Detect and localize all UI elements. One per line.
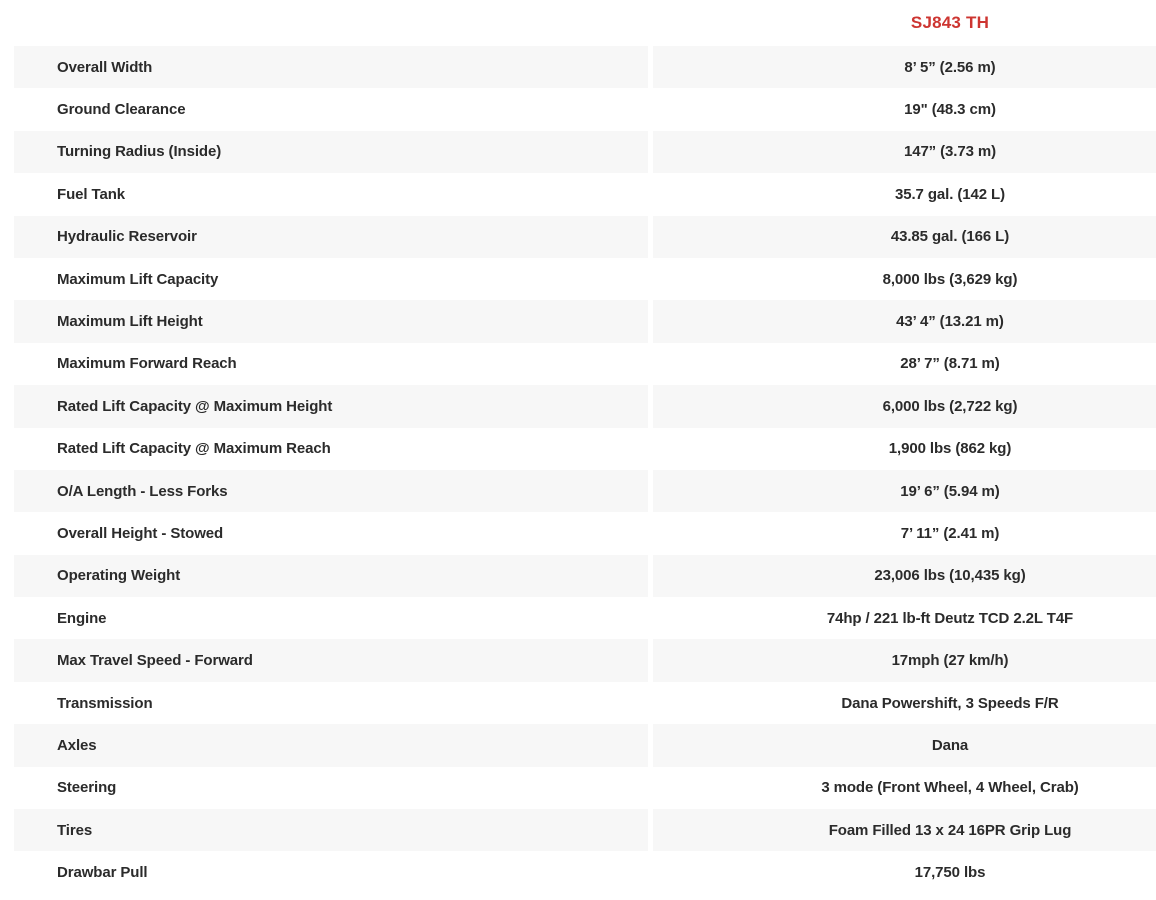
spec-label: Tires (57, 821, 93, 839)
spec-label-cell (14, 682, 648, 724)
spec-value-cell (653, 639, 1156, 681)
spec-value-cell (653, 555, 1156, 597)
column-header-model: SJ843 TH (910, 13, 990, 32)
spec-value: 147” (3.73 m) (903, 143, 997, 161)
table-row (0, 767, 1156, 809)
spec-value-cell (653, 88, 1156, 130)
table-row (0, 428, 1156, 470)
spec-value-cell (653, 512, 1156, 554)
table-row (0, 300, 1156, 342)
spec-label-cell (14, 258, 648, 300)
spec-label: Steering (57, 779, 117, 797)
spec-value: 23,006 lbs (10,435 kg) (874, 567, 1026, 585)
spec-value-cell (653, 724, 1156, 766)
spec-label-cell (14, 470, 648, 512)
spec-label: Maximum Forward Reach (57, 355, 237, 373)
spec-label: Fuel Tank (57, 185, 125, 203)
spec-label-cell (14, 724, 648, 766)
spec-value: Dana Powershift, 3 Speeds F/R (841, 694, 1059, 712)
spec-label: O/A Length - Less Forks (57, 482, 228, 500)
spec-label-cell (14, 428, 648, 470)
spec-label-cell (14, 88, 648, 130)
table-row (0, 216, 1156, 258)
spec-label-cell (14, 385, 648, 427)
spec-value-cell (653, 428, 1156, 470)
table-row (0, 682, 1156, 724)
spec-value-cell (653, 46, 1156, 88)
spec-label: Operating Weight (57, 567, 181, 585)
spec-label: Engine (57, 609, 107, 627)
spec-value: 6,000 lbs (2,722 kg) (882, 397, 1018, 415)
spec-label-column-header (14, 0, 648, 46)
spec-value: 19" (48.3 cm) (904, 101, 996, 119)
spec-value-cell (653, 851, 1156, 893)
spec-label-cell (14, 555, 648, 597)
spec-value-cell (653, 216, 1156, 258)
spec-value-cell (653, 385, 1156, 427)
spec-label: Hydraulic Reservoir (57, 228, 197, 246)
spec-label: Max Travel Speed - Forward (57, 652, 253, 670)
table-row (0, 597, 1156, 639)
spec-value: 74hp / 221 lb-ft Deutz TCD 2.2L T4F (826, 609, 1074, 627)
spec-label: Ground Clearance (57, 101, 186, 119)
table-row (0, 809, 1156, 851)
spec-label: Maximum Lift Capacity (57, 270, 219, 288)
spec-label-cell (14, 597, 648, 639)
table-row (0, 173, 1156, 215)
spec-value: 35.7 gal. (142 L) (894, 185, 1006, 203)
table-row (0, 639, 1156, 681)
spec-value: Dana (931, 736, 969, 754)
table-row (0, 851, 1156, 893)
spec-label-cell (14, 639, 648, 681)
spec-label: Axles (57, 736, 97, 754)
spec-label-cell (14, 46, 648, 88)
spec-value: 19’ 6” (5.94 m) (900, 482, 1000, 500)
spec-label-cell (14, 512, 648, 554)
spec-label-cell (14, 343, 648, 385)
spec-table-header-row (0, 0, 1156, 46)
table-row (0, 343, 1156, 385)
spec-value: 7’ 11” (2.41 m) (900, 524, 1000, 542)
spec-value-cell (653, 470, 1156, 512)
table-row (0, 724, 1156, 766)
spec-value: 17mph (27 km/h) (891, 652, 1009, 670)
spec-label: Rated Lift Capacity @ Maximum Height (57, 397, 333, 415)
table-row (0, 258, 1156, 300)
spec-label: Overall Height - Stowed (57, 524, 224, 542)
spec-value: Foam Filled 13 x 24 16PR Grip Lug (828, 821, 1072, 839)
table-row (0, 46, 1156, 88)
spec-label: Drawbar Pull (57, 864, 148, 882)
table-row (0, 512, 1156, 554)
spec-value-cell (653, 300, 1156, 342)
spec-value: 28’ 7” (8.71 m) (900, 355, 1000, 373)
spec-label-cell (14, 851, 648, 893)
spec-value-cell (653, 258, 1156, 300)
spec-value-cell (653, 173, 1156, 215)
spec-value: 43’ 4” (13.21 m) (896, 313, 1004, 331)
spec-label: Transmission (57, 694, 153, 712)
spec-value: 17,750 lbs (914, 864, 986, 882)
table-row (0, 88, 1156, 130)
spec-value-cell (653, 131, 1156, 173)
spec-value-cell (653, 767, 1156, 809)
spec-label: Overall Width (57, 58, 153, 76)
spec-label: Rated Lift Capacity @ Maximum Reach (57, 440, 331, 458)
spec-value-cell (653, 343, 1156, 385)
table-row (0, 470, 1156, 512)
spec-label: Maximum Lift Height (57, 313, 203, 331)
spec-label-cell (14, 173, 648, 215)
spec-value: 3 mode (Front Wheel, 4 Wheel, Crab) (821, 779, 1079, 797)
spec-value-cell (653, 682, 1156, 724)
spec-value: 43.85 gal. (166 L) (890, 228, 1010, 246)
spec-label: Turning Radius (Inside) (57, 143, 222, 161)
table-row (0, 385, 1156, 427)
spec-label-cell (14, 809, 648, 851)
spec-label-cell (14, 767, 648, 809)
spec-value: 8,000 lbs (3,629 kg) (882, 270, 1018, 288)
spec-label-cell (14, 300, 648, 342)
spec-value-cell (653, 809, 1156, 851)
spec-value-cell (653, 597, 1156, 639)
spec-label-cell (14, 216, 648, 258)
table-row (0, 555, 1156, 597)
spec-value: 8’ 5” (2.56 m) (904, 58, 996, 76)
spec-value: 1,900 lbs (862 kg) (888, 440, 1012, 458)
spec-label-cell (14, 131, 648, 173)
spec-table-body (0, 46, 1156, 894)
table-row (0, 131, 1156, 173)
